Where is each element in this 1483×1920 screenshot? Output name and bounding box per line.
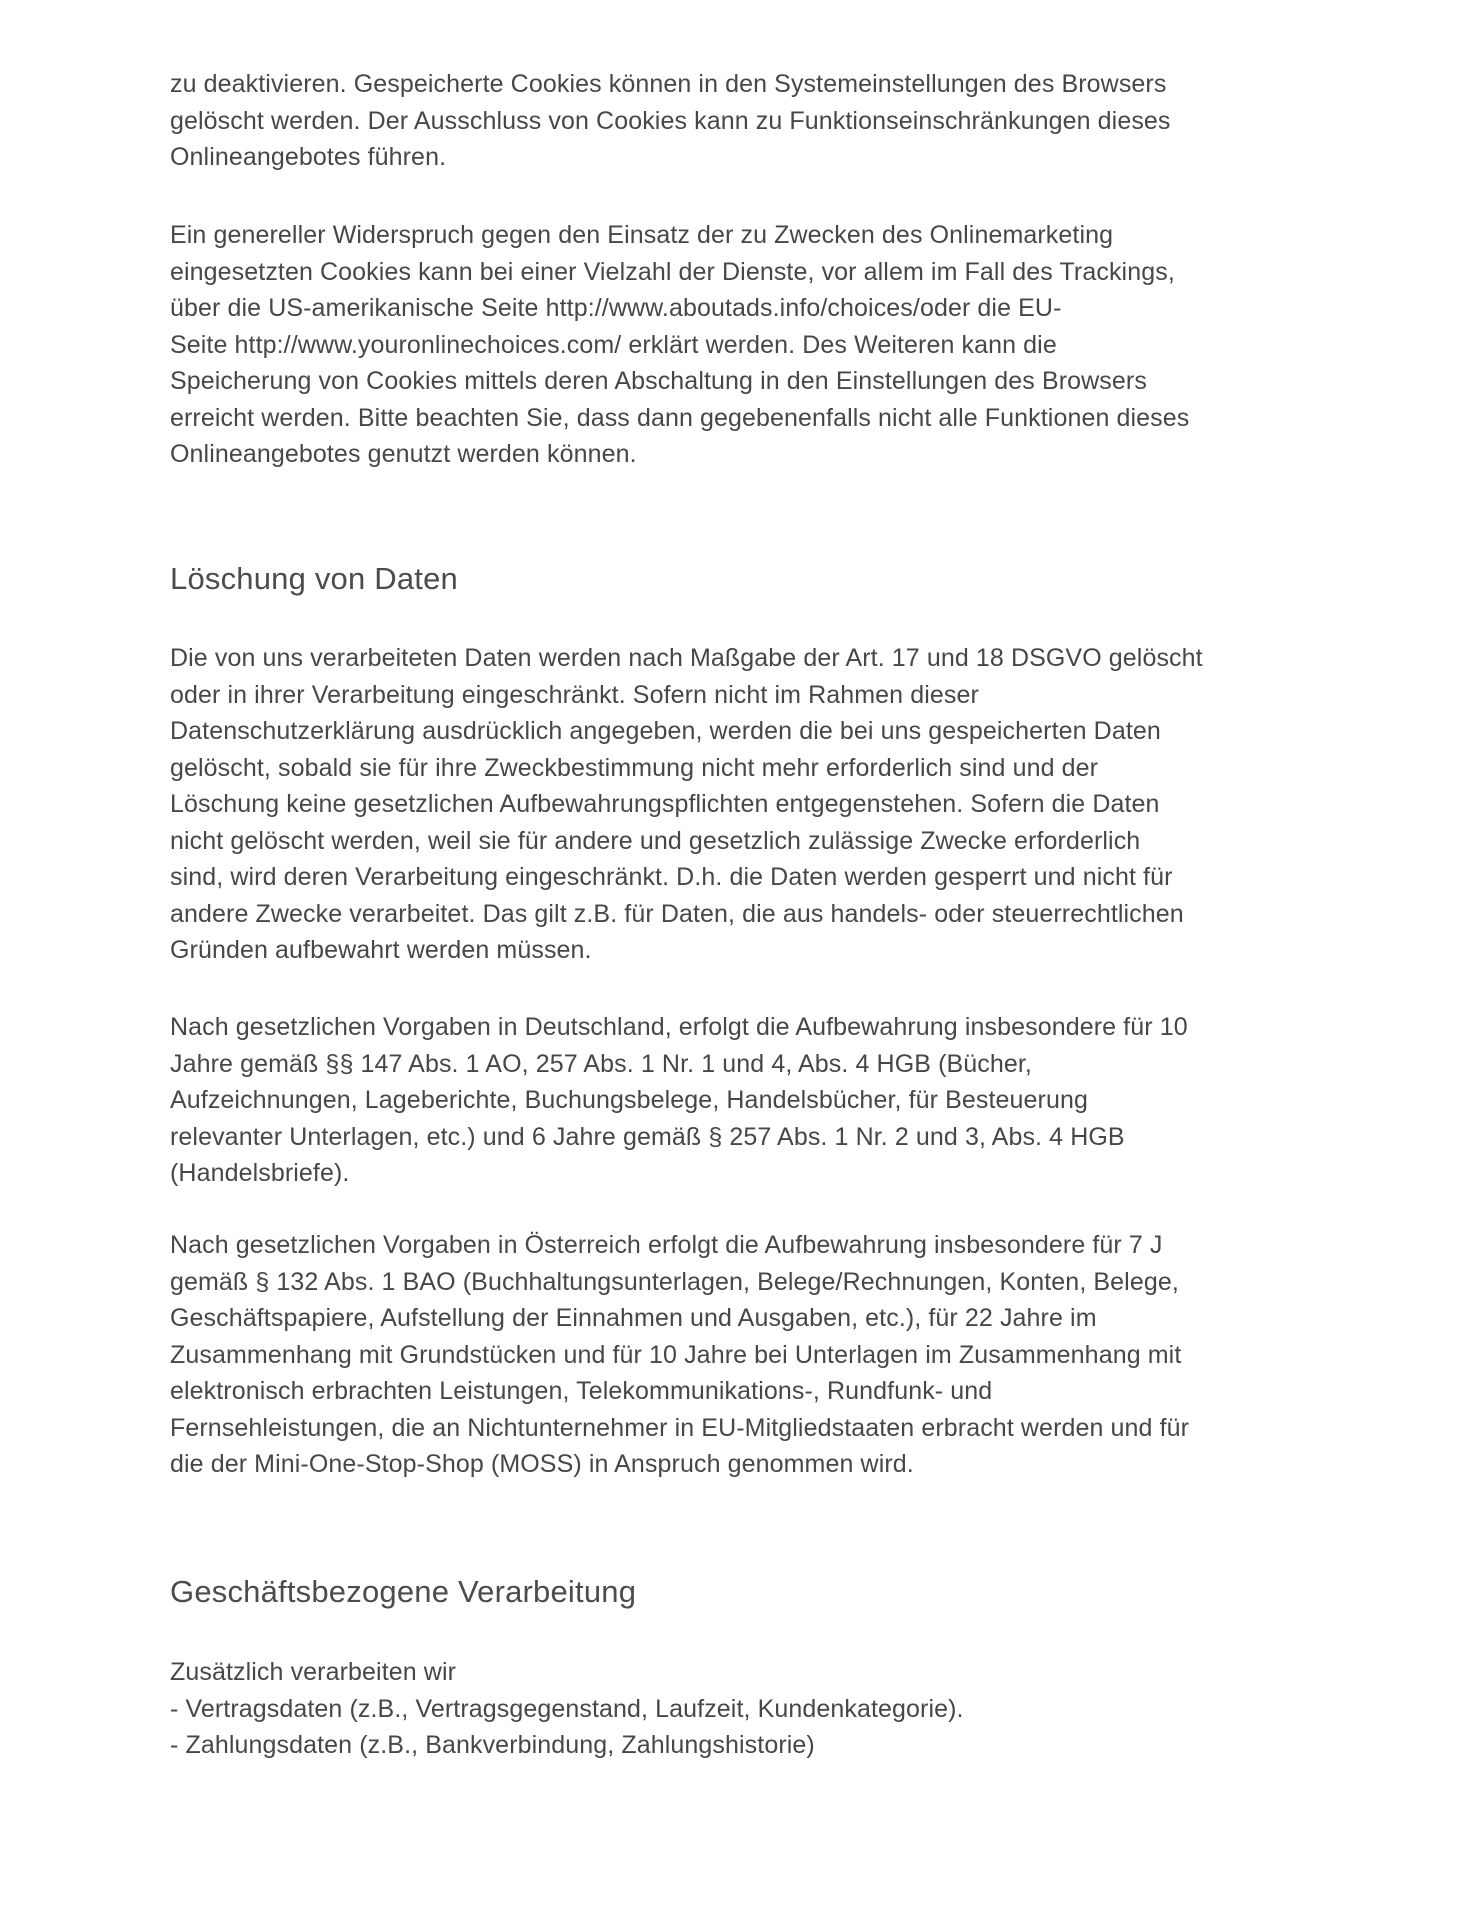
paragraph-cookie-optout [170,217,1189,473]
text-line: Nach gesetzlichen Vorgaben in Österreich erfolgt die Aufbewahrung insbesondere für 7 J [170,1231,1163,1259]
text-line: Gründen aufbewahrt werden müssen. [170,936,592,964]
text-line: Speicherung von Cookies mittels deren Abschaltung in den Einstellungen des Browsers [170,367,1147,395]
section-heading-geschaeftsbezogene-verarbeitung: Geschäftsbezogene Verarbeitung [170,1574,637,1609]
text-line: andere Zwecke verarbeitet. Das gilt z.B. für Daten, die aus handels- oder steuerrechtlichen [170,899,1184,928]
text-line: - Vertragsdaten (z.B., Vertragsgegenstand, Laufzeit, Kundenkategorie). [170,1694,964,1723]
text-line: Nach gesetzlichen Vorgaben in Deutschland, erfolgt die Aufbewahrung insbesondere für 10 [170,1013,1188,1041]
paragraph-retention-germany [170,1009,1188,1192]
text-line: eingesetzten Cookies kann bei einer Vielzahl der Dienste, vor allem im Fall des Trackings, [170,257,1175,286]
text-line: sind, wird deren Verarbeitung eingeschränkt. D.h. die Daten werden gesperrt und nicht für [170,863,1173,891]
section-heading-loeschung-von-daten: Löschung von Daten [170,561,458,596]
text-line: gemäß § 132 Abs. 1 BAO (Buchhaltungsunterlagen, Belege/Rechnungen, Konten, Belege, [170,1267,1179,1296]
text-line: über die US-amerikanische Seite http://www.aboutads.info/choices/oder die EU- [170,294,1062,322]
text-line: Ein genereller Widerspruch gegen den Einsatz der zu Zwecken des Onlinemarketing [170,221,1114,249]
text-line: gelöscht werden. Der Ausschluss von Cookies kann zu Funktionseinschränkungen dieses [170,106,1171,135]
paragraph-business-processing [170,1654,964,1764]
text-line: Aufzeichnungen, Lageberichte, Buchungsbelege, Handelsbücher, für Besteuerung [170,1086,1088,1114]
text-line: Geschäftspapiere, Aufstellung der Einnahmen und Ausgaben, etc.), für 22 Jahre im [170,1304,1097,1332]
text-line: Onlineangebotes führen. [170,143,447,171]
text-line: Onlineangebotes genutzt werden können. [170,440,637,468]
text-line: Jahre gemäß §§ 147 Abs. 1 AO, 257 Abs. 1 Nr. 1 und 4, Abs. 4 HGB (Bücher, [170,1049,1032,1078]
text-line: Datenschutzerklärung ausdrücklich angegeben, werden die bei uns gespeicherten Daten [170,717,1161,745]
paragraph-cookies-deactivation [170,66,1171,176]
text-line: Zusammenhang mit Grundstücken und für 10 Jahre bei Unterlagen im Zusammenhang mit [170,1340,1182,1369]
text-line: zu deaktivieren. Gespeicherte Cookies können in den Systemeinstellungen des Browsers [170,70,1167,98]
text-line: Seite http://www.youronlinechoices.com/ erklärt werden. Des Weiteren kann die [170,330,1057,359]
text-line: - Zahlungsdaten (z.B., Bankverbindung, Zahlungshistorie) [170,1731,815,1759]
text-line: erreicht werden. Bitte beachten Sie, dass dann gegebenenfalls nicht alle Funktionen dieses [170,403,1190,432]
text-line: oder in ihrer Verarbeitung eingeschränkt. Sofern nicht im Rahmen dieser [170,680,979,709]
text-line: elektronisch erbrachten Leistungen, Telekommunikations-, Rundfunk- und [170,1377,993,1405]
paragraph-retention-austria [170,1227,1189,1483]
text-line: die der Mini-One-Stop-Shop (MOSS) in Anspruch genommen wird. [170,1450,914,1478]
text-line: Löschung keine gesetzlichen Aufbewahrungspflichten entgegenstehen. Sofern die Daten [170,790,1160,818]
text-line: nicht gelöscht werden, weil sie für andere und gesetzlich zulässige Zwecke erforderlich [170,826,1141,855]
text-line: Zusätzlich verarbeiten wir [170,1658,457,1686]
text-line: relevanter Unterlagen, etc.) und 6 Jahre gemäß § 257 Abs. 1 Nr. 2 und 3, Abs. 4 HGB [170,1122,1125,1151]
paragraph-data-deletion [170,640,1203,969]
text-line: Die von uns verarbeiteten Daten werden nach Maßgabe der Art. 17 und 18 DSGVO gelöscht [170,644,1203,672]
text-line: Fernsehleistungen, die an Nichtunternehmer in EU-Mitgliedstaaten erbracht werden und für [170,1413,1190,1442]
text-line: (Handelsbriefe). [170,1159,350,1187]
text-line: gelöscht, sobald sie für ihre Zweckbestimmung nicht mehr erforderlich sind und der [170,753,1099,782]
